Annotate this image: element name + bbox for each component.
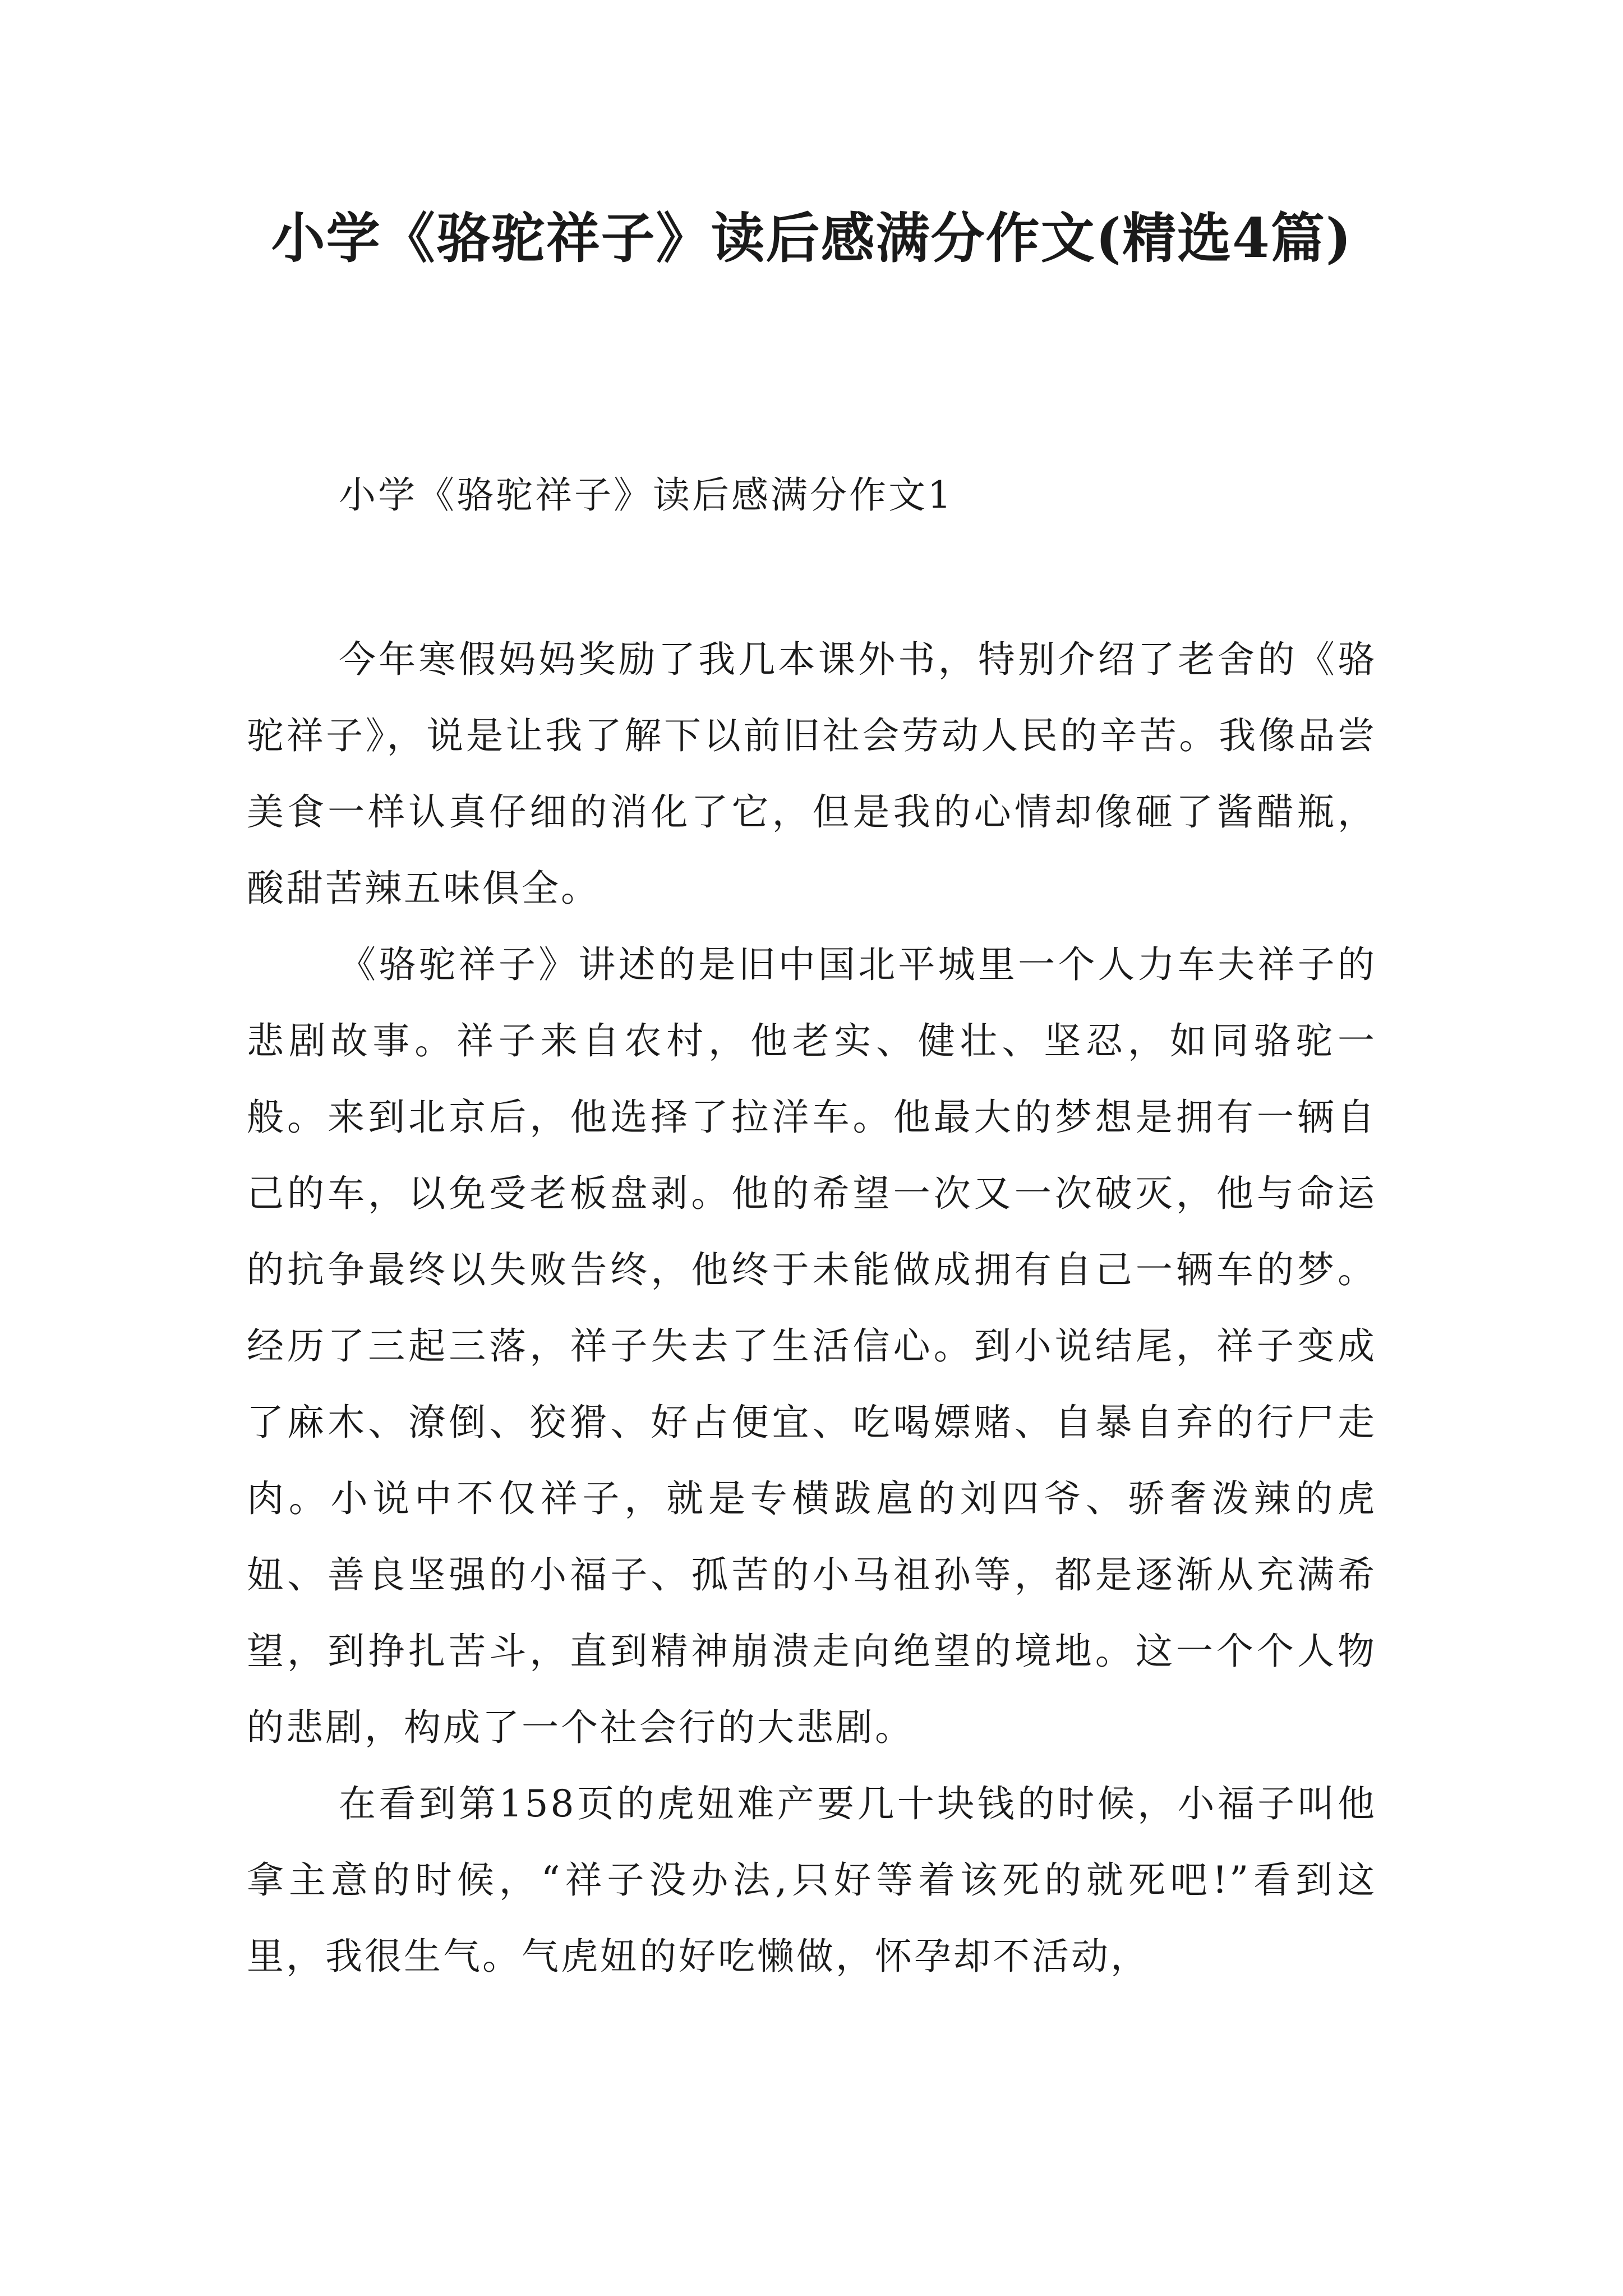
paragraph: 《骆驼祥子》讲述的是旧中国北平城里一个人力车夫祥子的悲剧故事。祥子来自农村，他老实、健壮、坚忍，如同骆驼一般。来到北京后，他选择了拉洋车。他最大的梦想是拥有一辆自己的车，以免受老板盘剥。他的希望一次又一次破灭，他与命运的抗争最终以失败告终，他终于未能做成拥有自己一辆车的梦。经历了三起三落，祥子失去了生活信心。到小说结尾，祥子变成了麻木、潦倒、狡猾、好占便宜、吃喝嫖赌、自暴自弃的行尸走肉。小说中不仅祥子，就是专横跋扈的刘四爷、骄奢泼辣的虎妞、善良坚强的小福子、孤苦的小马祖孙等，都是逐渐从充满希望，到挣扎苦斗，直到精神崩溃走向绝望的境地。这一个个人物的悲剧，构成了一个社会行的大悲剧。 (247, 943, 1377, 1749)
section-heading: 小学《骆驼祥子》读后感满分作文1 (339, 473, 953, 517)
paragraph: 今年寒假妈妈奖励了我几本课外书，特别介绍了老舍的《骆驼祥子》，说是让我了解下以前旧社会劳动人民的辛苦。我像品尝美食一样认真仔细的消化了它，但是我的心情却像砸了酱醋瓶，酸甜苦辣五味俱全。 (247, 638, 1377, 910)
document-title: 小学《骆驼祥子》读后感满分作文(精选4篇) (271, 206, 1353, 270)
paragraph: 在看到第158页的虎妞难产要几十块钱的时候，小福子叫他拿主意的时候，“祥子没办法,只好等着该死的就死吧!”看到这里，我很生气。气虎妞的好吃懒做，怀孕却不活动， (247, 1782, 1377, 1978)
document-body (247, 622, 1377, 1995)
